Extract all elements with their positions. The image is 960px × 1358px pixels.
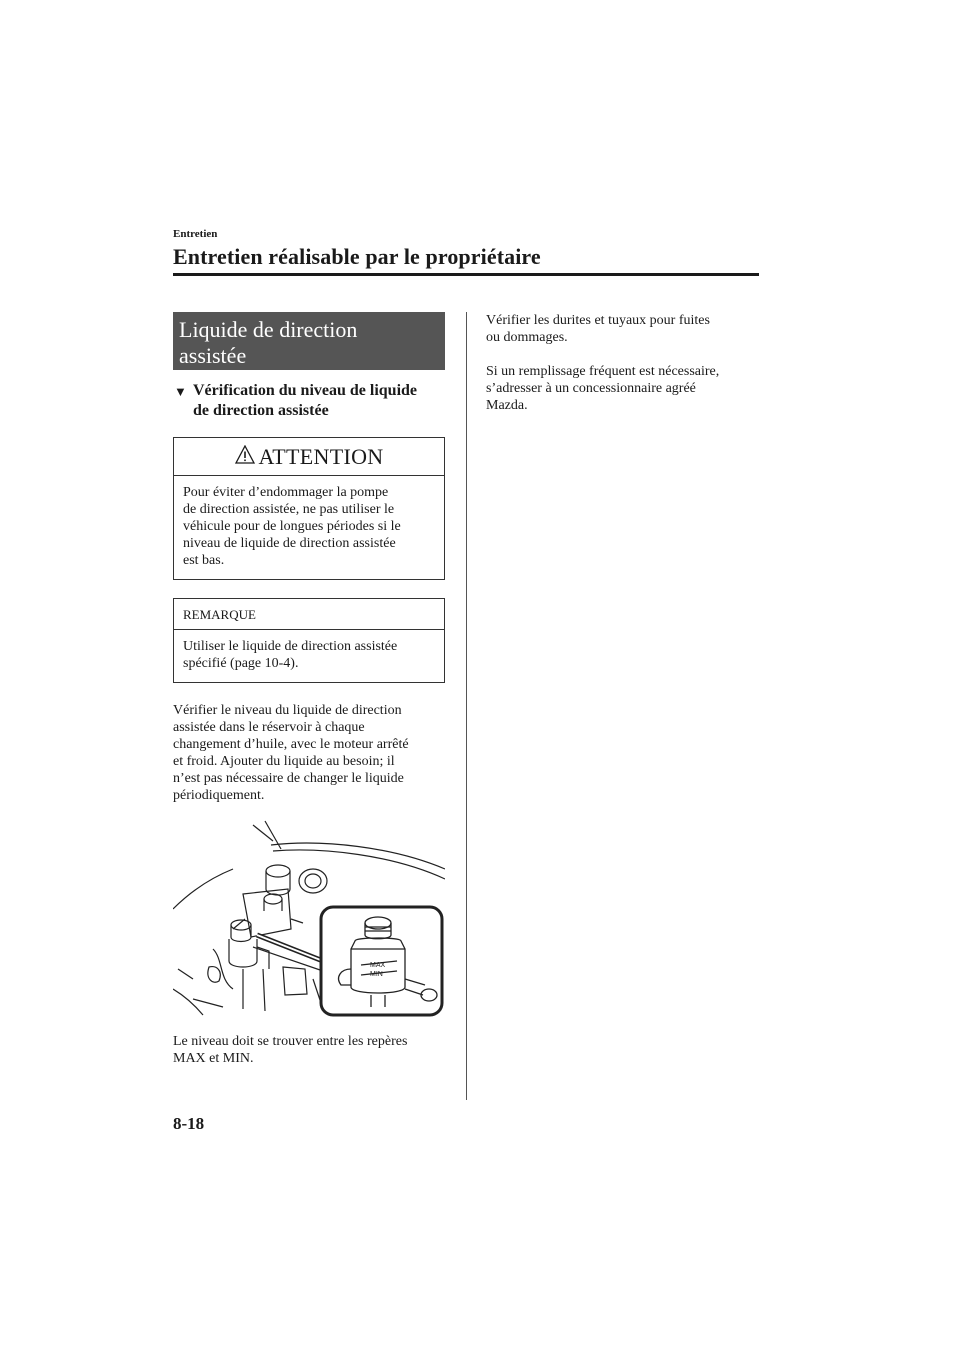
subheading-line-1: Vérification du niveau de liquide [193,382,418,399]
remarque-line: spécifié (page 10-4). [183,656,299,671]
banner-line-2: assistée [179,343,247,368]
paragraph-line: Vérifier les durites et tuyaux pour fuites [486,313,710,328]
column-divider [466,312,467,1100]
paragraph-hoses [486,312,761,346]
paragraph-line: et froid. Ajouter du liquide au besoin; il [173,754,395,769]
paragraph-line: changement d’huile, avec le moteur arrêté [173,737,409,752]
page-number: 8-18 [173,1114,205,1133]
attention-line: niveau de liquide de direction assistée [183,536,396,551]
engine-bay-illustration [173,819,445,1019]
paragraph-line: Si un remplissage fréquent est nécessaire, [486,364,720,379]
attention-line: véhicule pour de longues périodes si le [183,519,401,534]
warning-triangle-icon [235,445,255,464]
attention-box [173,437,445,580]
paragraph-line: Mazda. [486,398,528,413]
paragraph-line: périodiquement. [173,788,265,803]
paragraph-line: assistée dans le réservoir à chaque [173,720,365,735]
attention-line: de direction assistée, ne pas utiliser le [183,502,395,517]
remarque-header: REMARQUE [174,599,444,630]
remarque-box [173,598,445,683]
engine-bay-drawing [173,819,445,1019]
subheading-line-2: de direction assistée [193,402,329,419]
left-column [173,312,445,1067]
attention-line: est bas. [183,553,225,568]
max-label: MAX [370,962,386,969]
attention-header [174,438,444,476]
title-rule [173,273,759,276]
page-title: Entretien réalisable par le propriétaire [173,244,541,269]
subheading [173,381,445,421]
paragraph-check-level [173,702,445,804]
section-banner [173,312,445,370]
paragraph-line: s’adresser à un concessionnaire agréé [486,381,696,396]
attention-body [174,476,444,579]
remarque-body [174,630,444,682]
paragraph-level-marks [173,1033,445,1067]
paragraph-line: Le niveau doit se trouver entre les repères [173,1034,408,1049]
right-column [486,312,761,414]
attention-line: Pour éviter d’endommager la pompe [183,485,389,500]
remarque-line: Utiliser le liquide de direction assistée [183,639,398,654]
paragraph-line: n’est pas nécessaire de changer le liquide [173,771,404,786]
paragraph-line: MAX et MIN. [173,1051,254,1066]
section-label: Entretien [173,228,218,240]
paragraph-line: Vérifier le niveau du liquide de direction [173,703,402,718]
paragraph-line: ou dommages. [486,330,568,345]
min-label: MIN [370,971,383,978]
banner-line-1: Liquide de direction [179,317,358,342]
paragraph-dealer [486,363,761,414]
triangle-down-icon: ▼ [174,384,187,399]
attention-title: ATTENTION [258,443,384,469]
